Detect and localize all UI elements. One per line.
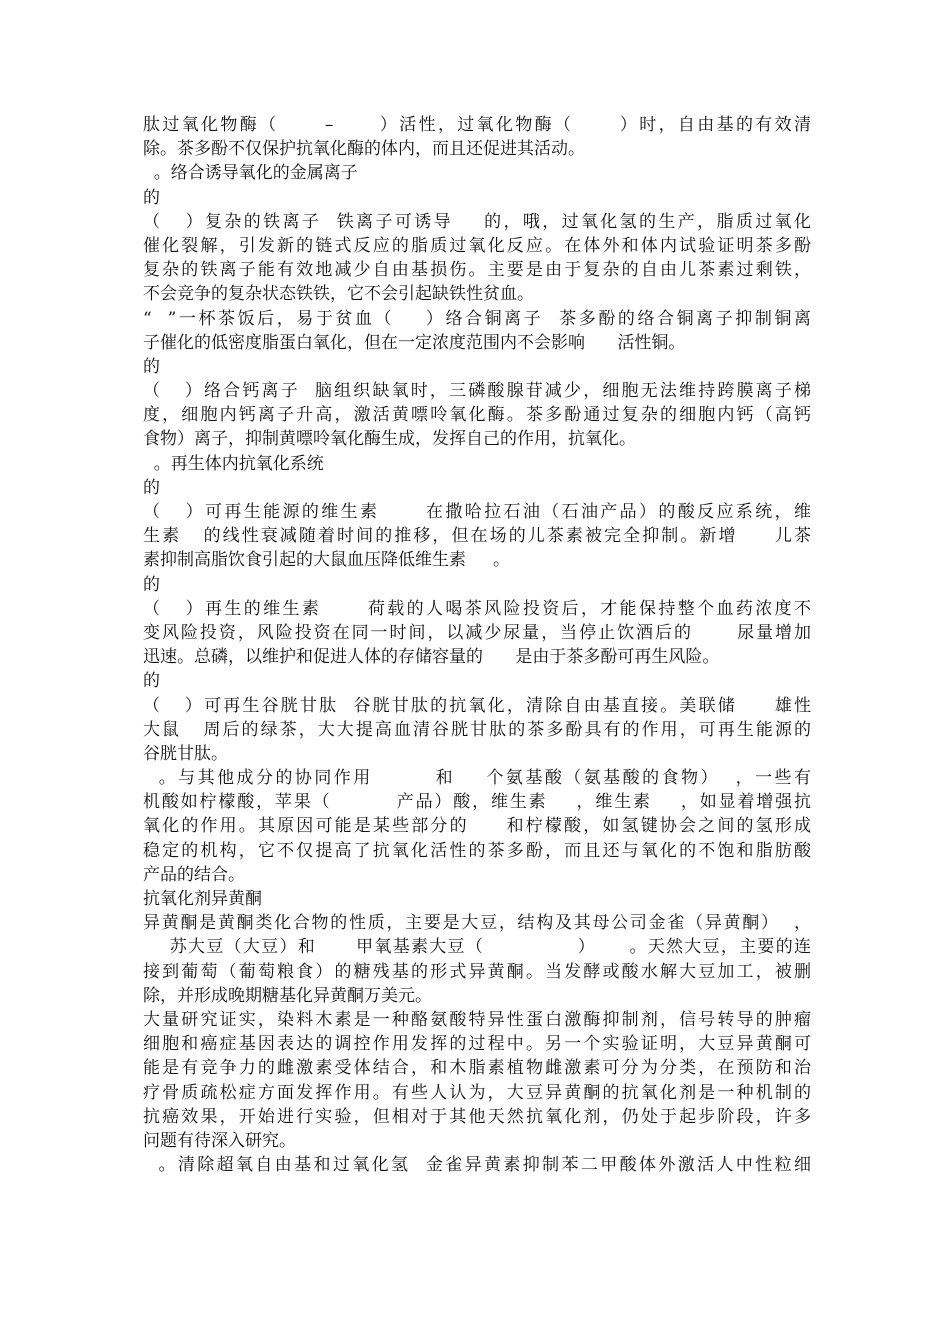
text-line: 生素 的线性衰减随着时间的推移，但在场的儿茶素被完全抑制。新增 儿茶 <box>143 526 811 547</box>
text-line: 。清除超氧自由基和过氧化氢 金雀异黄素抑制苯二甲酸体外激活人中性粒细 <box>143 1155 811 1176</box>
text-line: 素抑制高脂饮食引起的大鼠血压降低维生素 。 <box>143 550 511 571</box>
text-line: 。与其他成分的协同作用 和 个氨基酸（氨基酸的食物） ，一些有 <box>143 768 811 789</box>
text-line: 大量研究证实，染料木素是一种酪氨酸特异性蛋白激酶抑制剂，信号转导的肿瘤 <box>143 1009 811 1030</box>
text-line: （ ）可再生能源的维生素 在撒哈拉石油（石油产品）的酸反应系统，维 <box>143 502 811 522</box>
text-line: 的 <box>143 356 160 377</box>
text-line: 不会竞争的复杂状态铁铁，它不会引起缺铁性贫血。 <box>143 284 534 305</box>
text-line: 产品的结合。 <box>143 864 245 885</box>
text-line: 稳定的机构，它不仅提高了抗氧化活性的茶多酚，而且还与氧化的不饱和脂肪酸 <box>143 840 811 861</box>
text-line: （ ）络合钙离子 脑组织缺氧时，三磷酸腺苷减少，细胞无法维持跨膜离子梯 <box>143 381 811 402</box>
text-line: 食物）离子，抑制黄嘌呤氧化酶生成，发挥自己的作用，抗氧化。 <box>143 429 636 450</box>
text-line: 度，细胞内钙离子升高，激活黄嘌呤氧化酶。茶多酚通过复杂的细胞内钙（高钙 <box>143 405 811 426</box>
text-line: 疗骨质疏松症方面发挥作用。有些人认为，大豆异黄酮的抗氧化剂是一种机制的 <box>143 1082 811 1103</box>
text-line: 的 <box>143 671 160 692</box>
text-line: 的 <box>143 477 160 498</box>
text-line: 谷胱甘肽。 <box>143 743 228 764</box>
text-line: 能是有竞争力的雌激素受体结合，和木脂素植物雌激素可分为分类，在预防和治 <box>143 1058 811 1079</box>
text-line: 。再生体内抗氧化系统 <box>143 453 324 474</box>
text-line: 问题有待深入研究。 <box>143 1130 296 1151</box>
text-line: 苏大豆（大豆）和 甲氧基素大豆（ ） 。天然大豆，主要的连 <box>143 937 811 958</box>
text-line: 抗癌效果，开始进行实验，但相对于其他天然抗氧化剂，仍处于起步阶段，许多 <box>143 1106 811 1127</box>
text-line: 细胞和癌症基因表达的调控作用发挥的过程中。另一个实验证明，大豆异黄酮可 <box>143 1034 811 1055</box>
text-line: （ ）再生的维生素 荷载的人喝茶风险投资后，才能保持整个血药浓度不 <box>143 598 811 619</box>
text-line: 的 <box>143 187 160 208</box>
text-line: 氧化的作用。其原因可能是某些部分的 和柠檬酸，如氢键协会之间的氢形成 <box>143 816 811 837</box>
text-line: 复杂的铁离子能有效地减少自由基损伤。主要是由于复杂的自由儿茶素过剩铁， <box>143 260 811 281</box>
text-line: 抗氧化剂异黄酮 <box>143 889 262 909</box>
text-line: 机酸如柠檬酸，苹果（ 产品）酸，维生素 ，维生素 ，如显着增强抗 <box>143 792 811 813</box>
text-line: 除，并形成晚期糖基化异黄酮万美元。 <box>143 985 432 1006</box>
text-line: 迅速。总磷，以维护和促进人体的存储容量的 是由于茶多酚可再生风险。 <box>143 647 720 668</box>
text-line: “ ”一杯茶饭后，易于贫血（ ）络合铜离子 茶多酚的络合铜离子抑制铜离 <box>143 308 811 329</box>
text-line: 变风险投资，风险投资在同一时间，以减少尿量，当停止饮酒后的 尿量增加 <box>143 622 811 643</box>
text-line: 。络合诱导氧化的金属离子 <box>143 163 358 184</box>
text-line: （ ）可再生谷胱甘肽 谷胱甘肽的抗氧化，清除自由基直接。美联储 雄性 <box>143 695 811 716</box>
text-line: （ ）复杂的铁离子 铁离子可诱导 的，哦，过氧化氢的生产，脂质过氧化 <box>143 211 811 232</box>
text-line: 子催化的低密度脂蛋白氧化，但在一定浓度范围内不会影响 活性铜。 <box>143 332 686 353</box>
text-line: 的 <box>143 574 160 595</box>
text-line: 大鼠 周后的绿茶，大大提高血清谷胱甘肽的茶多酚具有的作用，可再生能源的 <box>143 719 811 740</box>
text-line: 肽过氧化物酶（ – ）活性，过氧化物酶（ ）时，自由基的有效清 <box>143 115 811 135</box>
text-line: 接到葡萄（葡萄粮食）的糖残基的形式异黄酮。当发酵或酸水解大豆加工，被删 <box>143 961 811 982</box>
text-line: 除。茶多酚不仅保护抗氧化酶的体内，而且还促进其活动。 <box>143 139 585 160</box>
document-body <box>143 113 811 1177</box>
text-line: 异黄酮是黄酮类化合物的性质，主要是大豆，结构及其母公司金雀（异黄酮） ， <box>143 913 811 934</box>
text-line: 催化裂解，引发新的链式反应的脂质过氧化反应。在体外和体内试验证明茶多酚 <box>143 235 811 256</box>
